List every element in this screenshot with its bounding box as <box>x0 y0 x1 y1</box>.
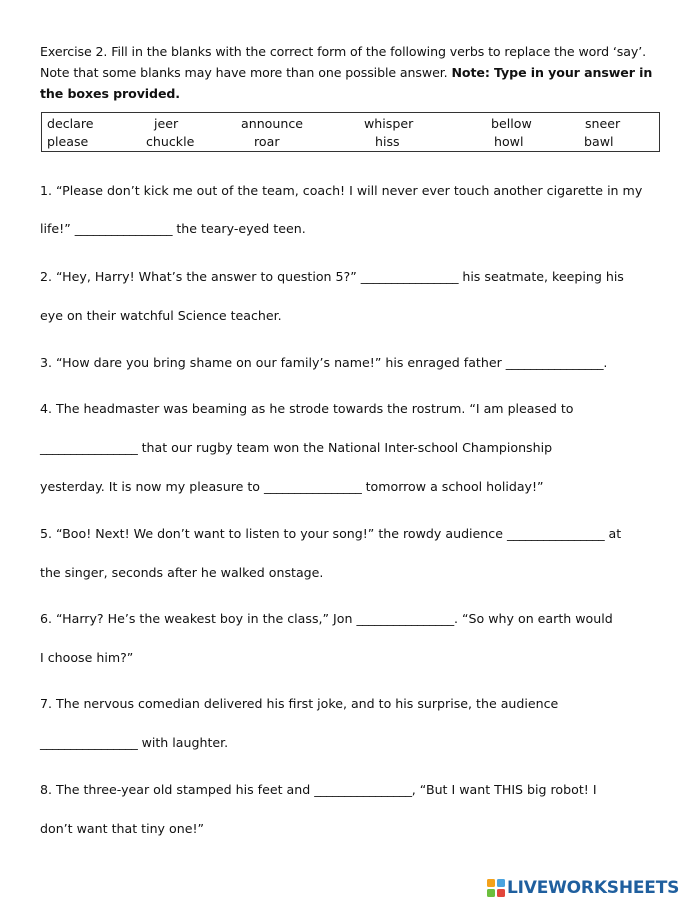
question-text: . <box>603 355 608 370</box>
question-7-line-1: 7. The nervous comedian delivered his first joke, and to his surprise, the audience <box>40 696 559 711</box>
question-4-line-1: 4. The headmaster was beaming as he strode towards the rostrum. “I am pleased to <box>40 401 574 416</box>
question-3-line-1 <box>40 355 665 371</box>
instructions-note: Note: Type in your answer in the boxes provided. <box>40 65 653 101</box>
question-2-line-1 <box>40 269 665 285</box>
logo-text: LIVEWORKSHEETS <box>507 878 680 898</box>
liveworksheets-logo-icon <box>487 879 505 897</box>
answer-blank-5[interactable]: ________________ <box>506 526 605 541</box>
question-6-line-1 <box>40 611 665 627</box>
word-bank-item: roar <box>254 134 280 149</box>
question-5-line-2: the singer, seconds after he walked onstage. <box>40 565 324 580</box>
answer-blank-7[interactable]: ________________ <box>40 735 138 750</box>
question-6-line-2: I choose him?” <box>40 650 134 665</box>
question-text: at <box>604 526 622 541</box>
question-text: 3. “How dare you bring shame on our family’s name!” his enraged father <box>40 355 506 370</box>
question-text: 6. “Harry? He’s the weakest boy in the class,” Jon <box>40 611 357 626</box>
question-text: that our rugby team won the National Inter-school Championship <box>137 440 553 455</box>
question-text: with laughter. <box>137 735 229 750</box>
word-bank-item: bellow <box>491 116 532 131</box>
question-text: . “So why on earth would <box>454 611 613 626</box>
question-text: , “But I want THIS big robot! I <box>411 782 597 797</box>
question-1-line-2 <box>40 221 665 237</box>
question-7-line-2 <box>40 735 665 751</box>
question-text: his seatmate, keeping his <box>458 269 624 284</box>
question-8-line-2: don’t want that tiny one!” <box>40 821 205 836</box>
word-bank-item: howl <box>494 134 524 149</box>
instructions <box>40 41 660 104</box>
answer-blank-4a[interactable]: ________________ <box>40 440 138 455</box>
question-1-line-1: 1. “Please don’t kick me out of the team, coach! I will never ever touch another cigarette in my <box>40 183 643 198</box>
answer-blank-4b[interactable]: ________________ <box>264 479 362 494</box>
question-text: life!” <box>40 221 75 236</box>
word-bank-item: bawl <box>584 134 614 149</box>
question-5-line-1 <box>40 526 665 542</box>
question-text: yesterday. It is now my pleasure to <box>40 479 265 494</box>
answer-blank-8[interactable]: ________________ <box>314 782 412 797</box>
word-bank-item: hiss <box>375 134 400 149</box>
word-bank-item: jeer <box>154 116 179 131</box>
question-text: 8. The three-year old stamped his feet and <box>40 782 315 797</box>
question-text: 2. “Hey, Harry! What’s the answer to question 5?” <box>40 269 361 284</box>
word-bank-item: sneer <box>585 116 621 131</box>
answer-blank-1[interactable]: ________________ <box>74 221 173 236</box>
question-8-line-1 <box>40 782 665 798</box>
question-text: 5. “Boo! Next! We don’t want to listen to your song!” the rowdy audience <box>40 526 507 541</box>
liveworksheets-logo <box>487 876 679 900</box>
word-bank-item: announce <box>241 116 304 131</box>
answer-blank-3[interactable]: ________________ <box>505 355 604 370</box>
word-bank <box>41 112 660 152</box>
question-text: tomorrow a school holiday!” <box>361 479 544 494</box>
word-bank-item: please <box>47 134 89 149</box>
answer-blank-6[interactable]: ________________ <box>356 611 455 626</box>
word-bank-item: whisper <box>364 116 414 131</box>
answer-blank-2[interactable]: ________________ <box>360 269 459 284</box>
question-4-line-3 <box>40 479 665 495</box>
question-4-line-2 <box>40 440 665 456</box>
question-text: the teary-eyed teen. <box>172 221 306 236</box>
instructions-text: Exercise 2. Fill in the blanks with the correct form of the following verbs to replace the word ‘say’. Note that some blanks may have more than one possible answer. <box>40 44 647 80</box>
word-bank-item: chuckle <box>146 134 195 149</box>
word-bank-item: declare <box>47 116 94 131</box>
question-2-line-2: eye on their watchful Science teacher. <box>40 308 282 323</box>
